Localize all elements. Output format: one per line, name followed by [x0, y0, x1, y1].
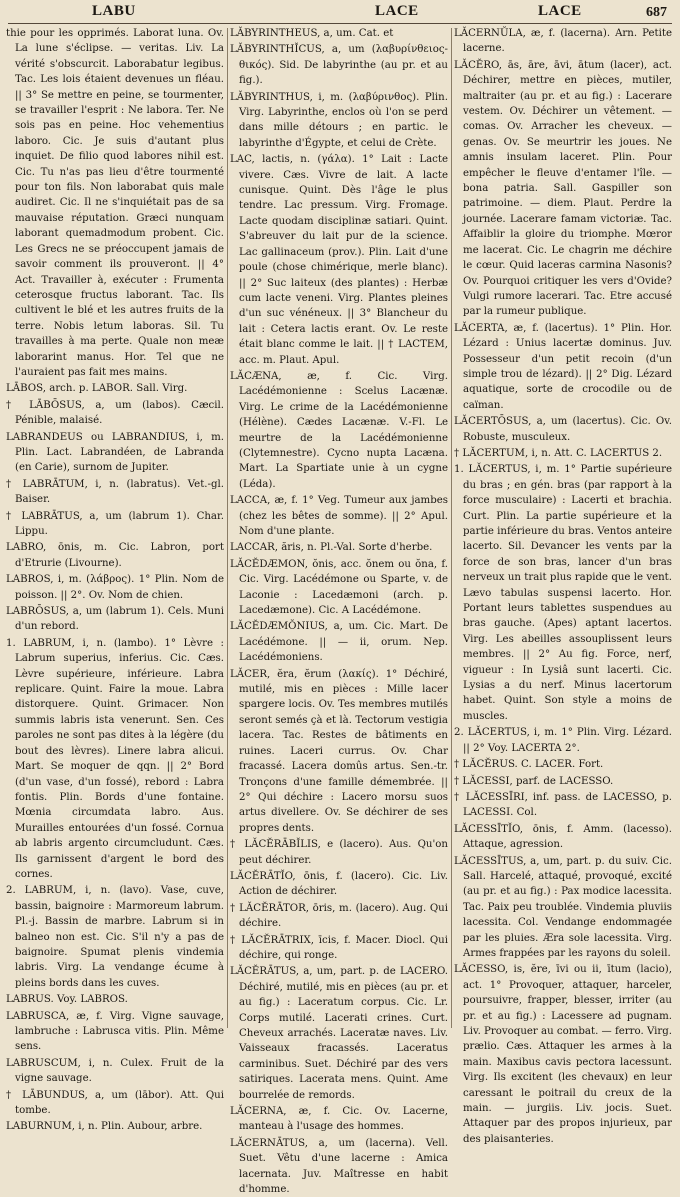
column-divider [451, 28, 452, 1028]
dictionary-entry: 2. LĂCERTUS, i, m. 1° Plin. Virg. Lézard. || 2° Voy. LACERTA 2°. [454, 727, 672, 754]
dictionary-entry: † LABRĀTUS, a, um (labrum 1). Char. Lippu. [6, 510, 224, 537]
dictionary-entry: † LĂCĔRĀBĬLIS, e (lacero). Aus. Qu'on peut déchirer. [230, 839, 448, 866]
dictionary-entry: LĂCERNŬLA, æ, f. (lacerna). Arn. Petite lacerne. [454, 28, 672, 55]
dictionary-entry: 1. LĂCERTUS, i, m. 1° Partie supérieure du bras ; en gén. bras (par rapport à la force musculaire) : Lacerti et brachia. Curt. Plin. La partie supérieure et la partie inférieure du bras. Ventos anteire lacerto. Sil. Devancer les vents par la force de son bras, lancer d'un bras nerveux un trait plus rapide que le vent. Lævo tabulas suspensi lacerto. Hor. Portant leurs tablettes suspendues au bras gauche. (Apes) aptant lacertos. Virg. Les abeilles assouplissent leurs membres. || 2° Au fig. Force, nerf, vigueur : In Lysiâ sunt lacerti. Cic. Lysias a du nerf. Minus lacertorum habet. Quint. Son style a moins de muscles. [454, 464, 672, 722]
dictionary-entry: LĂCER, ĕra, ĕrum (λακίς). 1° Déchiré, mutilé, mis en pièces : Mille lacer spargere locis. Ov. Tes membres mutilés seront semés çà et là. Tectorum vestigia lacera. Tac. Restes de bâtiments en ruines. Laceri currus. Ov. Char fracassé. Lacera domûs artus. Sen.-tr. Tronçons d'une famille démembrée. || 2° Qui déchire : Lacero morsu suos artus divellere. Ov. Se déchirer de ses propres dents. [230, 668, 448, 834]
right-guide-word: LACE [538, 3, 582, 19]
dictionary-entry: † LABRĀTUM, i, n. (labratus). Vet.-gl. Baiser. [6, 478, 224, 506]
dictionary-entry: LABRUS. Voy. LABROS. [6, 994, 128, 1006]
dictionary-entry: LĂCERTŌSUS, a, um (lacertus). Cic. Ov. Robuste, musculeux. [454, 416, 672, 443]
dictionary-entry: † LĂCĔRĀTOR, ōris, m. (lacero). Aug. Qui déchire. [230, 902, 448, 930]
dictionary-entry: † LĂCERTUM, i, n. Att. C. LACERTUS 2. [454, 447, 663, 459]
dictionary-entry: LĂBYRINTHEUS, a, um. Cat. et [230, 28, 394, 39]
dictionary-entry: † LĂCĔRĀTRIX, īcis, f. Macer. Diocl. Qui déchire, qui ronge. [230, 934, 448, 961]
dictionary-entry: † LĀBUNDUS, a, um (lābor). Att. Qui tombe. [6, 1089, 224, 1117]
page-number: 687 [646, 5, 667, 20]
left-guide-word: LABU [92, 3, 136, 19]
dictionary-entry: LĂCERNA, æ, f. Cic. Ov. Lacerne, manteau à l'usage des hommes. [230, 1106, 448, 1133]
dictionary-entry: † LĂCESSĪRI, inf. pass. de LACESSO, p. LACESSI. Col. [454, 791, 672, 819]
dictionary-entry: LABRO, ōnis, m. Cic. Labron, port d'Etrurie (Livourne). [6, 542, 224, 569]
column-right [454, 26, 673, 1145]
dictionary-entry: † LĀBŌSUS, a, um (labos). Cæcil. Pénible, malaisé. [6, 399, 224, 427]
column-middle [230, 26, 448, 1196]
column-left [6, 26, 224, 1133]
dictionary-entry: LĂCĔRO, ās, āre, āvi, ātum (lacer), act. Déchirer, mettre en pièces, mutiler, maltraiter (au pr. et au fig.) : Lacerare vestem. Ov. Déchirer un vêtement. — comas. Ov. Arracher les cheveux. — genas. Ov. Se meurtrir les joues. Ne amnis insulam laceret. Plin. Pour empêcher le fleuve d'entamer l'île. — bona patria. Sall. Gaspiller son patrimoine. — diem. Plaut. Perdre la journée. Lacerare famam victoriæ. Tac. Affaiblir la gloire du triomphe. Mœror me lacerat. Cic. Le chagrin me déchire le cœur. Quid laceras carmina Nasonis? Ov. Pourquoi critiquer les vers d'Ovide? Vulgi rumore lacerari. Tac. Etre accusé par la rumeur publique. [454, 59, 672, 318]
dictionary-entry: LĂCĔDÆMON, ŏnis, acc. ŏnem ou ŏna, f. Cic. Virg. Lacédémone ou Sparte, v. de Laconie : Lacedæmoni (arch. p. Lacedæmone). Cic. A Lacédémone. [230, 558, 448, 617]
dictionary-entry: LĂCESSĪTĬO, ōnis, f. Amm. (lacesso). Attaque, agression. [454, 823, 672, 851]
dictionary-entry: LĂCESSO, is, ĕre, īvi ou ii, ītum (lacio), act. 1° Provoquer, attaquer, harceler, poursuivre, frapper, blesser, irriter (au pr. et au fig.) : Lacessere ad pugnam. Liv. Provoquer au combat. — ferro. Virg. prælio. Cæs. Attaquer les armes à la main. Maxibus cavis pectora lacessunt. Virg. Ils excitent (les chevaux) en leur caressant le poitrail du creux de la main. — jurgiis. Liv. jocis. Suet. Attaquer par des propos injurieux, par des plaisanteries. [454, 964, 673, 1145]
header-rule [8, 23, 672, 24]
dictionary-entry: LĂCERNĀTUS, a, um (lacerna). Vell. Suet. Vêtu d'une lacerne : Amica lacernata. Juv. Maîtresse en habit d'homme. [230, 1137, 448, 1196]
dictionary-entry: LABRŌSUS, a, um (labrum 1). Cels. Muni d'un rebord. [6, 606, 224, 633]
center-guide-word: LACE [375, 3, 419, 19]
dictionary-entry: LACCAR, ăris, n. Pl.-Val. Sorte d'herbe. [230, 542, 433, 554]
dictionary-entry: † LĂCĔRUS. C. LACER. Fort. [454, 759, 604, 771]
dictionary-entry: LĂBYRINTHUS, i, m. (λαβύρινθος). Plin. Virg. Labyrinthe, enclos où l'on se perd dans mille détours ; en partic. le labyrinthe d'Égypte, et celui de Crète. [230, 91, 448, 149]
dictionary-entry: 1. LABRUM, i, n. (lambo). 1° Lèvre : Labrum superius, inferius. Cic. Cæs. Lèvre supérieure, inférieure. Labra replicare. Quint. Faire la moue. Labra distorquere. Quint. Grimacer. Non summis labris ista venerunt. Sen. Ces paroles ne sont pas dites à la légère (du bout des lèvres). Linere labra alicui. Mart. Se moquer de qqn. || 2° Bord (d'un vase, d'un fossé), rebord : Labra fontis. Plin. Bords d'une fontaine. Mœnia circumdata labro. Aus. Murailles entourées d'un fossé. Cornua ab labris argento circumcludunt. Cæs. Ils garnissent d'argent le bord des cornes. [6, 637, 224, 880]
dictionary-entry: LAC, lactis, n. (γάλα). 1° Lait : Lacte vivere. Cæs. Vivre de lait. A lacte cunisque. Quint. Dès l'âge le plus tendre. Lac pressum. Virg. Fromage. Lacte quodam disciplinæ satiari. Quint. S'abreuver du lait pur de la science. Lac gallinaceum (prov.). Plin. Lait d'une poule (chose chimérique, merle blanc). || 2° Suc laiteux (des plantes) : Herbæ cum lacte veneni. Virg. Plantes pleines d'un suc vénéneux. || 3° Blancheur du lait : Cetera lactis erant. Ov. Le reste était blanc comme le lait. || † LACTEM, acc. m. Plaut. Apul. [230, 154, 448, 366]
dictionary-entry: LABROS, i, m. (λάβρος). 1° Plin. Nom de poisson. || 2°. Ov. Nom de chien. [6, 574, 224, 601]
dictionary-entry: LĂCĔDÆMŎNIUS, a, um. Cic. Mart. De Lacédémone. || — ii, orum. Nep. Lacédémoniens. [230, 621, 448, 664]
dictionary-entry: LABRUSCA, æ, f. Virg. Vigne sauvage, lambruche : Labrusca vitis. Plin. Même sens. [6, 1010, 224, 1053]
dictionary-entry: LABRUSCUM, i, n. Culex. Fruit de la vigne sauvage. [6, 1057, 224, 1085]
column-divider [227, 28, 228, 1028]
dictionary-entry: LĂCÆNA, æ, f. Cic. Virg. Lacédémonienne : Scelus Lacænæ. Virg. Le crime de la Lacédémonienne (Hélène). Cædes Lacænæ. V.-Fl. Le meurtre de la Lacédémonienne (Clytemnestre). Cycno nupta Lacæna. Mart. La Spartiate unie à un cygne (Léda). [230, 370, 448, 490]
dictionary-entry: LABRANDEUS ou LABRANDIUS, i, m. Plin. Lact. Labrandéen, de Labranda (en Carie), surnom de Jupiter. [6, 431, 224, 474]
running-header [0, 3, 680, 23]
dictionary-entry: LĂCESSĪTUS, a, um, part. p. du suiv. Cic. Sall. Harcelé, attaqué, provoqué, excité (au pr. et au fig.) : Pax modice lacessita. Tac. Paix peu troublée. Vindemia pluviis lacessita. Col. Vendange endommagée par les pluies. Æra sole lacessita. Virg. Armes frappées par les rayons du soleil. [454, 855, 672, 959]
dictionary-entry: thie pour les opprimés. Laborat luna. Ov. La lune s'éclipse. — veritas. Liv. La vérité s'obscurcit. Laborabatur legibus. Tac. Les lois étaient devenues un fléau. || 3° Se mettre en peine, se tourmenter, se travailler l'esprit : Ne labora. Ter. Ne sois pas en peine. Hoc vehementius laboro. Cic. Je suis d'autant plus inquiet. De filio quod labores nihil est. Cic. Tu n'as pas lieu d'être tourmenté pour ton fils. Non laborabat quis male audiret. Cic. Il ne s'inquiétait pas de sa mauvaise réputation. Græci nunquam laborant quemadmodum probent. Cic. Les Grecs ne se préoccupent jamais de savoir comment ils prouveront. || 4° Act. Travailler à, exécuter : Frumenta ceterosque fructus laborant. Tac. Ils cultivent le blé et les autres fruits de la terre. Nobis letum laboras. Sil. Tu travailles à ma perte. Quale non meæ laborarint manus. Hor. Tel que ne l'auraient pas fait mes mains. [6, 28, 224, 378]
dictionary-entry: † LĂCESSI, parf. de LACESSO. [454, 775, 614, 787]
dictionary-entry: LACCA, æ, f. 1° Veg. Tumeur aux jambes (chez les bêtes de somme). || 2° Apul. Nom d'une plante. [230, 495, 448, 537]
dictionary-entry: LĂCĔRĀTUS, a, um, part. p. de LACERO. Déchiré, mutilé, mis en pièces (au pr. et au fig.) : Laceratum corpus. Cic. Lr. Corps mutilé. Lacerati crines. Curt. Cheveux arrachés. Laceratæ naves. Liv. Vaisseaux fracassés. Laceratus carminibus. Suet. Déchiré par des vers satiriques. Lacerata mens. Quint. Ame bourrelée de remords. [230, 966, 448, 1101]
dictionary-entry: LĂBYRINTHĬCUS, a, um (λαβυρίνθειος-θικός). Sid. De labyrinthe (au pr. et au fig.). [230, 44, 448, 87]
dictionary-entry: LĂCĔRĀTĬO, ōnis, f. (lacero). Cic. Liv. Action de déchirer. [230, 870, 448, 898]
dictionary-entry: LĀBOS, arch. p. LABOR. Sall. Virg. [6, 383, 188, 395]
dictionary-entry: LABURNUM, i, n. Plin. Aubour, arbre. [6, 1121, 203, 1133]
dictionary-entry: 2. LABRUM, i, n. (lavo). Vase, cuve, bassin, baignoire : Marmoreum labrum. Pl.-j. Bassin de marbre. Labrum si in balneo non est. Cic. S'il n'y a pas de baignoire. Spumat plenis vindemia labris. Virg. La vendange écume à pleins bords dans les cuves. [6, 885, 224, 989]
dictionary-entry: LĂCERTA, æ, f. (lacertus). 1° Plin. Hor. Lézard : Unius lacertæ dominus. Juv. Possesseur d'un petit recoin (d'un simple trou de lézard). || 2° Dig. Lézard aquatique, sorte de crocodile ou de caïman. [454, 322, 672, 411]
